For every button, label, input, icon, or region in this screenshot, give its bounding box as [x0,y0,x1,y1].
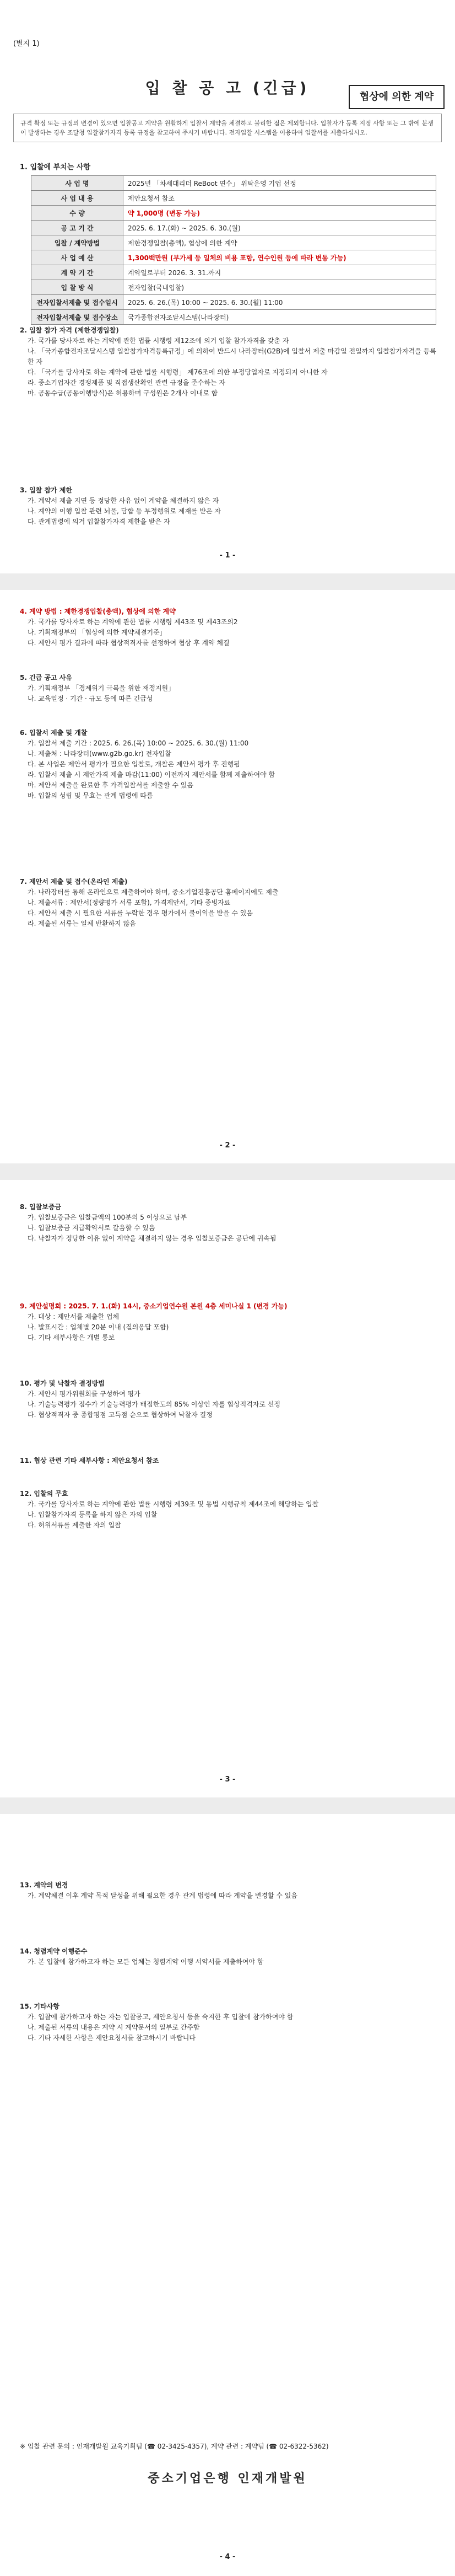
info-row [31,191,436,206]
page-title: 입 찰 공 고 (긴급) [145,79,310,97]
section-2-lines [20,336,438,399]
body-line: 다. 기타 자세한 사항은 제안요청서를 참고하시기 바랍니다 [28,2034,196,2042]
info-value: 2025. 6. 26.(목) 10:00 ~ 2025. 6. 30.(월) 11:00 [123,295,436,310]
section-11 [20,1456,438,1466]
section-15-lines [20,2012,438,2043]
body-line: 나. 교육일정 · 기간 · 규모 등에 따른 긴급성 [28,695,153,702]
section-heading: 11. 협상 관련 기타 세부사항 : 제안요청서 참조 [20,1457,159,1464]
section-heading: 1. 입찰에 부치는 사항 [20,163,91,171]
section-3-lines [20,496,438,527]
section-12-lines [20,1499,438,1531]
info-key: 전자입찰서제출 및 접수장소 [31,310,123,325]
info-key: 수 량 [31,206,123,221]
section-4-lines [20,617,438,648]
section-4 [20,607,438,648]
info-value: 약 1,000명 (변동 가능) [123,206,436,221]
info-row [31,221,436,235]
page-3 [0,1180,455,1797]
body-line: 다. 제안서 평가 결과에 따라 협상적격자를 선정하여 협상 후 계약 체결 [28,639,230,647]
info-value: 전자입찰(국내입찰) [123,280,436,295]
body-line: 나. 기술능력평가 점수가 기술능력평가 배점한도의 85% 이상인 자를 협상적격자로 선정 [28,1400,280,1408]
contact-info: ※ 입찰 관련 문의 : 인재개발원 교육기획팀 (☎ 02-3425-4357), 계약 관련 : 계약팀 (☎ 02-6322-5362) [20,2443,329,2450]
body-line: 나. 제출된 서류의 내용은 계약 시 계약문서의 일부로 간주함 [28,2024,200,2031]
section-2 [20,325,438,399]
page-number: - 3 - [219,1775,236,1784]
body-line: 나. 입찰참가자격 등록을 하지 않은 자의 입찰 [28,1511,158,1518]
body-line: 마. 공동수급(공동이행방식)은 허용하며 구성원은 2개사 이내로 함 [28,389,218,397]
body-line: 다. 제안서 제출 시 필요한 서류를 누락한 경우 평가에서 불이익을 받을 수 있음 [28,909,253,917]
body-line: 가. 국가를 당사자로 하는 계약에 관한 법률 시행령 제39조 및 동법 시행규칙 제44조에 해당하는 입찰 [28,1500,319,1508]
info-key: 전자입찰서제출 및 접수일시 [31,295,123,310]
body-line: 바. 입찰의 성립 및 무효는 관계 법령에 따름 [28,792,153,799]
info-value: 국가종합전자조달시스템(나라장터) [123,310,436,325]
section-14-lines [20,1957,438,1967]
section-heading: 14. 청렴계약 이행준수 [20,1947,88,1955]
body-line: 가. 입찰보증금은 입찰금액의 100분의 5 이상으로 납부 [28,1214,187,1221]
section-7 [20,877,438,929]
body-line: 다. 기타 세부사항은 개별 통보 [28,1334,115,1341]
body-line: 다. 낙찰자가 정당한 이유 없이 계약을 체결하지 않는 경우 입찰보증금은 공단에 귀속됨 [28,1235,277,1242]
page-number: - 4 - [219,2553,236,2561]
page-number: - 2 - [219,1141,236,1150]
section-heading: 7. 제안서 제출 및 접수(온라인 제출) [20,878,128,886]
section-10-lines [20,1389,438,1420]
body-line: 나. 기획재정부의 「협상에 의한 계약체결기준」 [28,629,166,636]
info-row [31,206,436,221]
body-line: 다. 협상적격자 중 종합평점 고득점 순으로 협상하여 낙찰자 결정 [28,1411,213,1419]
body-line: 라. 입찰서 제출 시 제안가격 제출 마감(11:00) 이전까지 제안서를 함께 제출하여야 함 [28,771,275,779]
section-5 [20,673,438,704]
section-heading: 8. 입찰보증금 [20,1203,62,1211]
section-6 [20,728,438,801]
section-heading: 3. 입찰 참가 제한 [20,486,72,494]
page-4 [0,1814,455,2576]
info-value: 2025. 6. 17.(화) ~ 2025. 6. 30.(월) [123,221,436,235]
info-row [31,250,436,265]
info-row [31,176,436,191]
body-line: 다. 관계법령에 의거 입찰참가자격 제한을 받은 자 [28,518,170,525]
info-key: 사 업 예 산 [31,250,123,265]
info-key: 사 업 명 [31,176,123,191]
info-row [31,295,436,310]
section-heading: 12. 입찰의 무효 [20,1490,68,1498]
section-9 [20,1301,438,1343]
info-row [31,310,436,325]
section-14 [20,1946,438,1967]
notice-box: 규격 확정 또는 규정의 변경이 있으면 입찰공고 계약을 원활하게 입찰서 계약을 체결하고 불리한 점은 제외합니다. 입찰자가 등록 지정 사항 또는 그 밖에 분쟁이 발생하는 경우 조달청 입찰참가자격 등록 규정을 참고하여 주시기 바랍니다. 전자입찰 시스템을 이용하여 입찰서를 제출하십시오. [13,114,442,142]
section-heading: 10. 평가 및 낙찰자 결정방법 [20,1380,105,1387]
section-heading: 5. 긴급 공고 사유 [20,674,72,681]
page-1 [0,0,455,573]
body-line: 나. 발표시간 : 업체별 20분 이내 (질의응답 포함) [28,1323,169,1331]
section-12 [20,1489,438,1531]
body-line: 라. 중소기업자간 경쟁제품 및 직접생산확인 관련 규정을 준수하는 자 [28,379,225,387]
body-line: 나. 제출서류 : 제안서(정량평가 서류 포함), 가격제안서, 기타 증빙자료 [28,899,231,906]
body-line: 가. 계약서 제출 지연 등 정당한 사유 없이 계약을 체결하지 않은 자 [28,497,219,505]
page-divider [0,573,455,590]
section-15 [20,2001,438,2043]
issuer-name: 중소기업은행 인재개발원 [148,2472,307,2486]
info-key: 입찰 / 계약방법 [31,235,123,250]
section-heading: 6. 입찰서 제출 및 개찰 [20,729,88,737]
section-8 [20,1202,438,1244]
page-divider [0,1797,455,1814]
info-value: 2025년 「차세대리더 ReBoot 연수」 위탁운영 기업 선정 [123,176,436,191]
section-heading: 4. 계약 방법 : 제한경쟁입찰(총액), 협상에 의한 계약 [20,608,176,615]
info-key: 계 약 기 간 [31,265,123,280]
body-line: 가. 계약체결 이후 계약 목적 달성을 위해 필요한 경우 관계 법령에 따라 계약을 변경할 수 있음 [28,1892,297,1899]
section-7-lines [20,887,438,929]
contract-type-badge: 협상에 의한 계약 [349,85,445,109]
section-5-lines [20,683,438,704]
section-6-lines [20,738,438,801]
body-line: 다. 본 사업은 제안서 평가가 필요한 입찰로, 개찰은 제안서 평가 후 진행됨 [28,760,240,768]
section-8-lines [20,1212,438,1244]
info-row [31,280,436,295]
info-value: 1,300백만원 (부가세 등 일체의 비용 포함, 연수인원 등에 따라 변동 가능) [123,250,436,265]
bid-info-table [31,175,436,325]
section-9-lines [20,1312,438,1343]
body-line: 가. 기획재정부 「경제위기 극복을 위한 재정지원」 [28,684,175,692]
body-line: 가. 제안서 평가위원회를 구성하여 평가 [28,1390,140,1398]
body-line: 라. 제출된 서류는 일체 반환하지 않음 [28,920,136,927]
body-line: 마. 제안서 제출을 완료한 후 가격입찰서를 제출할 수 있음 [28,781,193,789]
body-line: 나. 계약의 이행 입찰 관련 뇌물, 담합 등 부정행위로 제재를 받은 자 [28,507,221,515]
section-13-lines [20,1891,438,1901]
section-heading: 9. 제안설명회 : 2025. 7. 1.(화) 14시, 중소기업연수원 본원 4층 세미나실 1 (변경 가능) [20,1302,288,1310]
body-line: 나. 「국가종합전자조달시스템 입찰참가자격등록규정」에 의하여 반드시 나라장터(G2B)에 입찰서 제출 마감일 전일까지 입찰참가자격을 등록한 자 [28,347,436,366]
info-value: 제한경쟁입찰(총액), 협상에 의한 계약 [123,235,436,250]
page-divider [0,1163,455,1180]
info-key: 공 고 기 간 [31,221,123,235]
section-13 [20,1880,438,1901]
body-line: 가. 본 입찰에 참가하고자 하는 모든 업체는 청렴계약 이행 서약서를 제출하여야 함 [28,1958,264,1966]
section-heading: 2. 입찰 참가 자격 (제한경쟁입찰) [20,326,119,334]
section-10 [20,1378,438,1420]
page-2 [0,590,455,1163]
body-line: 가. 국가를 당사자로 하는 계약에 관한 법률 시행령 제12조에 의거 입찰 참가자격을 갖춘 자 [28,337,289,345]
body-line: 가. 대상 : 제안서를 제출한 업체 [28,1313,120,1321]
body-line: 나. 입찰보증금 지급확약서로 갈음할 수 있음 [28,1224,155,1232]
section-heading: 13. 계약의 변경 [20,1881,68,1889]
info-key: 입 찰 방 식 [31,280,123,295]
section-heading: 15. 기타사항 [20,2003,59,2010]
form-number: (별지 1) [13,40,40,48]
body-line: 가. 국가를 당사자로 하는 계약에 관한 법률 시행령 제43조 및 제43조의2 [28,618,238,626]
section-3 [20,485,438,527]
info-row [31,235,436,250]
info-row [31,265,436,280]
body-line: 나. 제출처 : 나라장터(www.g2b.go.kr) 전자입찰 [28,750,171,758]
page-number: - 1 - [219,551,236,560]
info-value: 제안요청서 참조 [123,191,436,206]
info-value: 계약일로부터 2026. 3. 31.까지 [123,265,436,280]
body-line: 다. 허위서류를 제출한 자의 입찰 [28,1521,121,1529]
info-key: 사 업 내 용 [31,191,123,206]
body-line: 가. 나라장터를 통해 온라인으로 제출하여야 하며, 중소기업진흥공단 홈페이지에도 제출 [28,888,279,896]
body-line: 다. 「국가를 당사자로 하는 계약에 관한 법률 시행령」 제76조에 의한 부정당업자로 지정되지 아니한 자 [28,368,328,376]
body-line: 가. 입찰에 참가하고자 하는 자는 입찰공고, 제안요청서 등을 숙지한 후 입찰에 참가하여야 함 [28,2013,294,2021]
body-line: 가. 입찰서 제출 기간 : 2025. 6. 26.(목) 10:00 ~ 2025. 6. 30.(월) 11:00 [28,739,249,747]
